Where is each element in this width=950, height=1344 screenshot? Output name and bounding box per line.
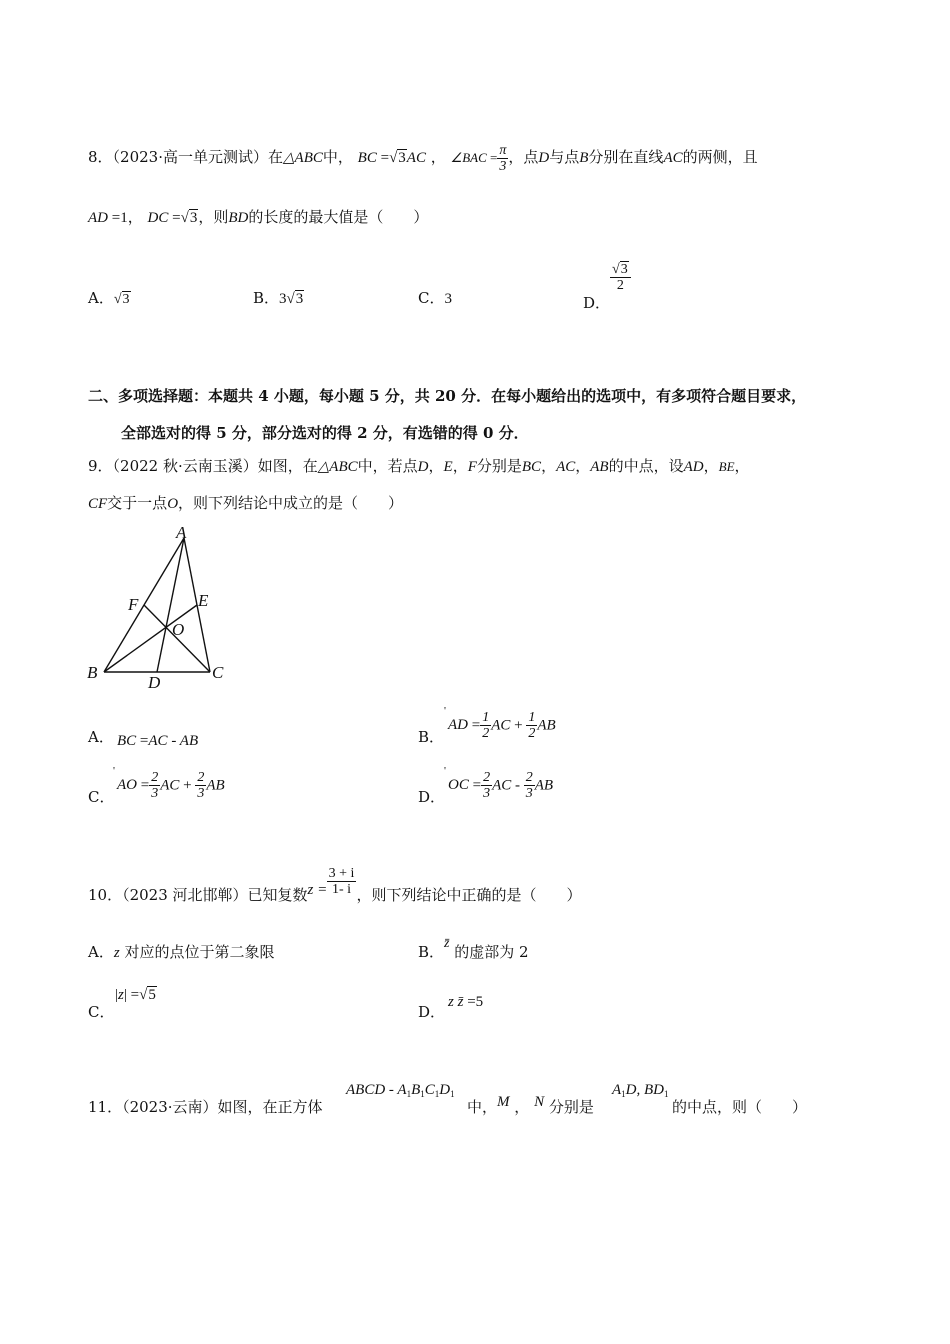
section2-heading: 二、多项选择题：本题共 4 小题，每小题 5 分，共 20 分．在每小题给出的选项中，有多项符合题目要求， [88,387,807,405]
q10-option-c-formula: |z| =√5 [115,987,156,1003]
q8-bc-eq: BC =√3AC [357,149,426,166]
median-ad [157,538,184,672]
q9-line1: 9．（2022 秋·云南玉溪）如图，在△ABC中，若点D，E，F分别是BC，AC，AB的中点，设AD，BE， [88,457,750,475]
label-e: E [198,591,209,610]
label-c: C [212,663,224,682]
q8-option-c[interactable]: C．3 [418,289,452,307]
label-a: A [176,523,187,542]
q10-option-a[interactable]: A．z 对应的点位于第二象限 [88,943,275,961]
q11-stem: 11．（2023·云南）如图，在正方体 [88,1098,323,1116]
q9-option-a-formula: BC =AC - AB [117,733,199,749]
q8-option-b[interactable]: B．3√3 [253,289,304,307]
q8-triangle: △ABC [283,149,323,166]
q9-option-b-formula: ' AD = $\frac{1}{2}$ AC + $\frac{1}{2}$ AB [448,710,556,742]
q9-line2: CF交于一点O，则下列结论中成立的是（ ） [88,494,404,512]
q8-source: （2023·高一单元测试）在 [112,147,283,166]
q8-option-d[interactable]: D． $\frac{√3}{2}$ [583,262,631,294]
q9-option-a[interactable]: A． [88,728,114,746]
q10-option-d-formula: z z̄ =5 [448,994,484,1010]
q10-stem: 10．（2023 河北邯郸）已知复数z = $\frac{3 + i}{1- i}$ ，则下列结论中正确的是（ ） [88,866,582,904]
q11-segments: $A_1D$, $BD_1$ [612,1082,669,1099]
q9-option-b[interactable]: B． [418,728,445,746]
q9-triangle-figure [84,520,234,692]
label-b: B [87,663,98,682]
label-f: F [128,595,139,614]
q9-option-c[interactable]: C． [88,788,115,806]
q8-option-a[interactable]: A．√3 [88,289,130,307]
q10-option-d[interactable]: D． [418,1003,446,1021]
label-o: O [172,620,185,639]
q9-option-d[interactable]: D． [418,788,446,806]
q11-stem-2: 中，M ， N 分别是 [467,1094,594,1116]
q8-line2: AD =1， DC =√3，则BD的长度的最大值是（ ） [88,208,429,226]
q9-option-c-formula: ' AO = $\frac{2}{3}$ AC + $\frac{2}{3}$ AB [117,770,225,802]
section2-rules: 全部选对的得 5 分，部分选对的得 2 分，有选错的得 0 分． [121,424,529,442]
q8-line1: 8．（2023·高一单元测试）在△ABC中， BC =√3AC ， ∠BAC = $\frac{\pi}{3}$ ，点D与点B分别在直线AC的两侧，且 [88,143,758,175]
q11-stem-3: 的中点，则（ ） [672,1098,808,1116]
q8-number: 8． [88,147,113,166]
q10-option-b[interactable]: B．z̄ 的虚部为 2 [418,936,529,961]
label-d: D [148,673,161,692]
q9-option-d-formula: ' OC = $\frac{2}{3}$ AC - $\frac{2}{3}$ AB [448,770,553,802]
q11-cube: ABCD - $A_1B_1C_1D_1$ [346,1082,455,1099]
q10-option-c[interactable]: C． [88,1003,115,1021]
q8-angle: ∠BAC = $\frac{\pi}{3}$ [450,143,507,175]
